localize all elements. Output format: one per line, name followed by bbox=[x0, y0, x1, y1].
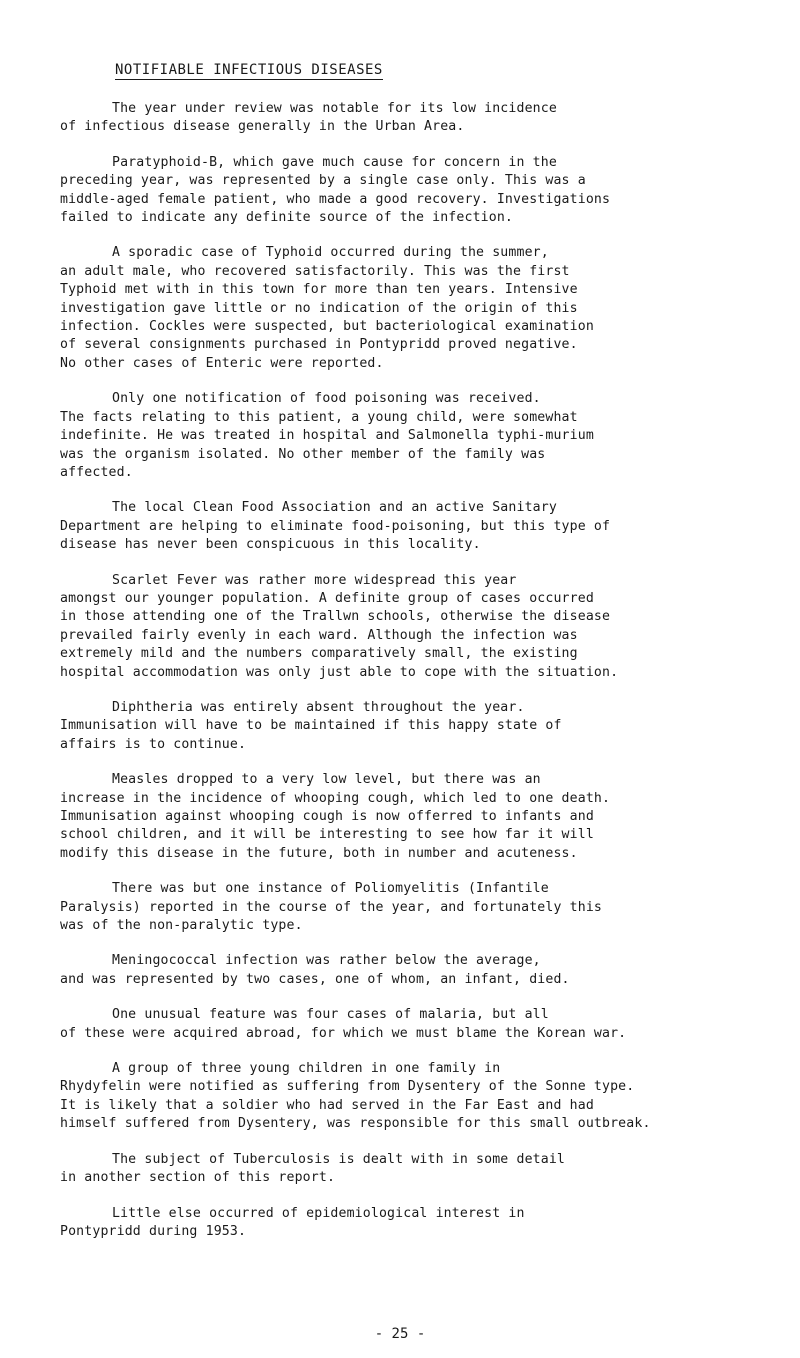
paragraph-measles: Measles dropped to a very low level, but there was an increase in the incidence of whooping cough, which led to one death. Immunisation against whooping cough is now offerred to infants and school children, and it will be interesting to see how far it will modify this disease in the future, both in number and acuteness. bbox=[60, 772, 611, 861]
paragraph-poliomyelitis: There was but one instance of Poliomyelitis (Infantile Paralysis) reported in the course of the year, and fortunately this was of the non-paralytic type. bbox=[60, 881, 602, 934]
paragraph-tuberculosis: The subject of Tuberculosis is dealt with in some detail in another section of this report. bbox=[60, 1151, 566, 1186]
paragraph-paratyphoid: Paratyphoid-B, which gave much cause for concern in the preceding year, was represented by a single case only. This was a middle-aged female patient, who made a good recovery. Investigations failed to indicate any definite source of the infection. bbox=[60, 154, 611, 226]
paragraph-closing: Little else occurred of epidemiological interest in Pontypridd during 1953. bbox=[60, 1205, 525, 1239]
paragraph-typhoid: A sporadic case of Typhoid occurred during the summer, an adult male, who recovered satisfactorily. This was the first Typhoid met with in this town for more than ten years. Intensive investigation gave little or no indication of the origin of this infection. Cockles were suspected, but bacteriological examination of several consignments purchased in Pontypridd proved negative. No other cases of Enteric were reported. bbox=[60, 245, 594, 371]
paragraph-dysentery: A group of three young children in one family in Rhydyfelin were notified as suffering from Dysentery of the Sonne type. It is likely that a soldier who had served in the Far East and had himself suffered from Dysentery, was responsible for this small outbreak. bbox=[60, 1061, 651, 1132]
paragraph-food-poisoning: Only one notification of food poisoning was received. The facts relating to this patient, a young child, were somewhat indefinite. He was treated in hospital and Salmonella typhi-murium was the organism isolated. No other member of the family was affected. bbox=[60, 391, 594, 480]
body-text bbox=[60, 100, 772, 1258]
paragraph-malaria: One unusual feature was four cases of malaria, but all of these were acquired abroad, for which we must blame the Korean war. bbox=[60, 1007, 627, 1041]
paragraph-diphtheria: Diphtheria was entirely absent throughout the year. Immunisation will have to be maintained if this happy state of affairs is to continue. bbox=[60, 699, 562, 752]
section-heading: NOTIFIABLE INFECTIOUS DISEASES bbox=[115, 62, 383, 78]
paragraph-scarlet-fever: Scarlet Fever was rather more widespread this year amongst our younger population. A definite group of cases occurred in those attending one of the Trallwn schools, otherwise the disease prevailed fairly evenly in each ward. Although the infection was extremely mild and the numbers comparatively small, the existing hospital accommodation was only just able to cope with the situation. bbox=[60, 572, 619, 680]
page-number: - 25 - bbox=[374, 1326, 426, 1342]
paragraph-meningococcal: Meningococcal infection was rather below the average, and was represented by two cases, one of whom, an infant, died. bbox=[60, 953, 570, 987]
paragraph-low-incidence: The year under review was notable for its low incidence of infectious disease generally in the Urban Area. bbox=[60, 101, 557, 135]
paragraph-clean-food: The local Clean Food Association and an active Sanitary Department are helping to eliminate food-poisoning, but this type of disease has never been conspicuous in this locality. bbox=[60, 500, 611, 553]
